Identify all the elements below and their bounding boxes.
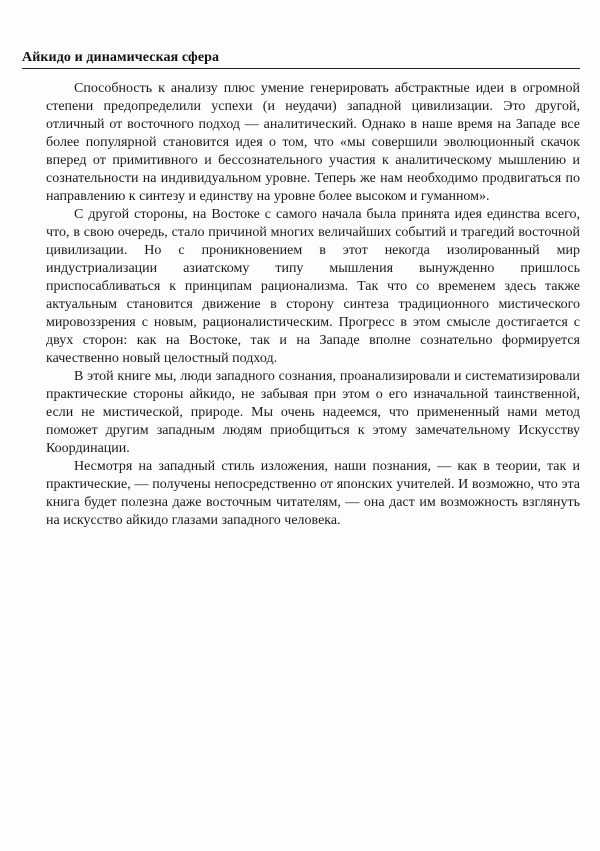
running-header-title: Айкидо и динамическая сфера xyxy=(22,50,220,65)
header-rule xyxy=(22,68,580,69)
paragraph-3: В этой книге мы, люди западного сознания, проанализировали и систематизировали практические стороны айкидо, не забывая при этом о его изначальной таинственной, если не мистической, природе. Мы очень надеемся, что примененный нами метод поможет другим западным людям приобщиться к этому замечательному Искусству Координации. xyxy=(46,369,580,456)
paragraph-1: Способность к анализу плюс умение генерировать абстрактные идеи в огромной степени предопределили успехи (и неудачи) западной цивилизации. Это другой, отличный от восточного подход — аналитический. Однако в наше время на Западе все более популярной становится идея о том, что «мы совершили эволюционный скачок вперед от примитивного и бессознательного участия к аналитическому мышлению и сознательности на индивидуальном уровне. Теперь же нам необходимо продвигаться по направлению к синтезу и единству на уровне более высоком и гуманном». xyxy=(46,81,580,204)
paragraph-4: Несмотря на западный стиль изложения, наши познания, — как в теории, так и практические, — получены непосредственно от японских учителей. И возможно, что эта книга будет полезна даже восточным читателям, — она даст им возможность взглянуть на искусство айкидо глазами западного человека. xyxy=(46,459,580,528)
paragraph-2: С другой стороны, на Востоке с самого начала была принята идея единства всего, что, в свою очередь, стало причиной многих величайших событий и трагедий восточной цивилизации. Но с проникновением в этот некогда изолированный мир индустриализации азиатскому типу мышления вынужденно пришлось приспосабливаться к принципам рационализма. Так что со временем здесь также актуальным становится движение в сторону синтеза традиционного мистического мировоззрения с новым, рационалистическим. Прогресс в этом смысле достигается с двух сторон: как на Востоке, так и на Западе вполне сознательно формируется качественно новый целостный подход. xyxy=(46,207,580,366)
body-text xyxy=(46,80,580,530)
